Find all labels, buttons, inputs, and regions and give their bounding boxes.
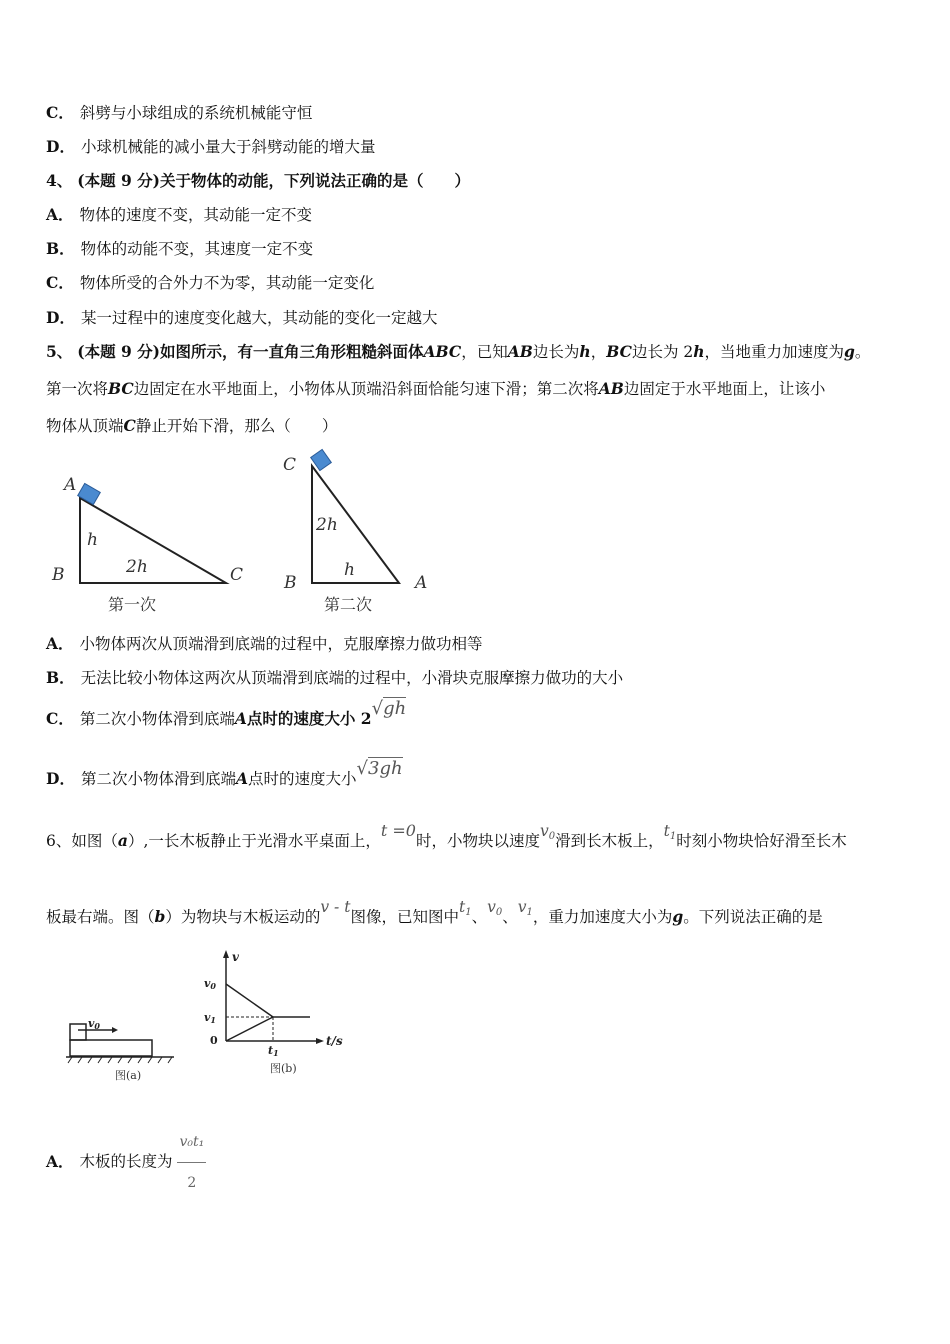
var-h: h xyxy=(693,342,705,361)
math-v: v xyxy=(517,898,527,916)
y-arrow xyxy=(223,950,229,958)
q5-option-b xyxy=(46,668,623,688)
label-v0 xyxy=(88,1017,100,1031)
stem-text: 时，小物块以速度 xyxy=(415,832,540,850)
separator: 、 xyxy=(502,908,518,926)
math-sub: 0 xyxy=(548,831,556,842)
separator: 、 xyxy=(471,908,488,926)
sqrt-radicand: 3gh xyxy=(368,758,403,779)
stem-text: 。下列说法正确的是 xyxy=(683,908,823,926)
var-abc: ABC xyxy=(423,342,462,361)
figure-caption: 第一次 xyxy=(108,595,157,614)
block-shape xyxy=(78,483,101,504)
option-text: 某一过程中的速度变化越大，其动能的变化一定越大 xyxy=(80,309,438,327)
question-number: 5、 xyxy=(46,342,73,361)
q4-option-d xyxy=(46,308,437,328)
stem-text: 边固定在水平地面上，小物体从顶端沿斜面恰能匀速下滑；第二次将 xyxy=(133,380,599,398)
stem-text: 。 xyxy=(854,343,871,361)
stem-text: 边长为 xyxy=(532,343,580,361)
var-g: g xyxy=(672,907,684,926)
var-g: g xyxy=(844,342,855,361)
math-v1 xyxy=(518,898,533,916)
stem-text: 板最右端。图（ xyxy=(46,908,155,926)
option-label: D． xyxy=(46,137,75,156)
label-v1 xyxy=(204,1011,216,1025)
label-2h: 2h xyxy=(126,557,148,577)
block-velocity-line xyxy=(226,984,273,1017)
stem-text: 如图（ xyxy=(71,832,118,850)
label-sub: 0 xyxy=(94,1021,100,1031)
table-hatching xyxy=(68,1057,172,1063)
q5-option-d xyxy=(46,758,403,793)
label-t: t xyxy=(268,1044,274,1057)
label-v: v xyxy=(88,1017,95,1030)
math-sub: 1 xyxy=(526,907,533,918)
board-shape xyxy=(70,1040,152,1056)
figure-caption: 第二次 xyxy=(324,595,373,614)
math-sub: 1 xyxy=(669,831,677,842)
question-4-stem xyxy=(46,171,470,191)
stem-text: 物体从顶端 xyxy=(46,417,124,435)
label-a: A xyxy=(415,573,428,593)
option-label: C． xyxy=(46,709,74,728)
option-text: 物体的动能不变，其速度一定不变 xyxy=(80,240,314,258)
vt-graph-figure-b xyxy=(200,946,360,1078)
stem-text: ，当地重力加速度为 xyxy=(704,343,845,361)
board-figure-a xyxy=(62,1012,180,1087)
var-h: h xyxy=(579,342,591,361)
sqrt-expression: √gh xyxy=(371,698,407,719)
label-a: A xyxy=(64,475,77,495)
option-c-prev xyxy=(46,103,312,123)
stem-text: 滑到长木板上， xyxy=(555,832,664,850)
question-5-stem-line2 xyxy=(46,379,825,399)
axis-label-t: t/s xyxy=(326,1034,343,1048)
question-number: 6、 xyxy=(46,832,72,850)
option-label: B． xyxy=(46,239,75,258)
var-bc: BC xyxy=(606,342,632,361)
option-d-prev xyxy=(46,137,375,157)
fraction xyxy=(177,1122,206,1203)
option-text: 小物体两次从顶端滑到底端的过程中，克服摩擦力做功相等 xyxy=(79,635,483,653)
math-sub: 1 xyxy=(465,907,472,918)
var-ab: AB xyxy=(507,342,533,361)
label-sub: 0 xyxy=(210,981,216,991)
var-bc: BC xyxy=(108,379,134,398)
stem-text: 时刻小物块恰好滑至长木 xyxy=(676,832,847,850)
q4-option-a xyxy=(46,205,312,225)
option-label: B． xyxy=(46,668,75,687)
question-6-stem-line1 xyxy=(46,821,847,862)
math-v0 xyxy=(540,822,555,840)
option-text: 无法比较小物体这两次从顶端滑到底端的过程中，小滑块克服摩擦力做功的大小 xyxy=(80,669,624,687)
fraction-denominator: 2 xyxy=(187,1175,197,1191)
math-v: v xyxy=(540,822,549,840)
figure-caption: 图(b) xyxy=(270,1062,297,1075)
var-a: A xyxy=(235,769,248,788)
label-2h: 2h xyxy=(316,515,338,535)
axis-label-v: v xyxy=(232,950,239,964)
stem-text: 边固定于水平地面上，让该小 xyxy=(623,380,826,398)
option-text: 点时的速度大小 2 xyxy=(246,709,372,728)
var-b: b xyxy=(154,907,166,926)
option-text: 斜劈与小球组成的系统机械能守恒 xyxy=(79,104,313,122)
math-t: t xyxy=(663,822,670,840)
label-sub: 1 xyxy=(273,1048,279,1058)
label-t1 xyxy=(268,1044,279,1058)
board-velocity-line xyxy=(226,1017,273,1041)
option-label: C． xyxy=(46,273,74,292)
stem-text: ，已知 xyxy=(461,343,508,361)
label-v0 xyxy=(204,977,216,991)
question-6-stem-line2 xyxy=(46,898,823,938)
question-number: 4、 xyxy=(46,171,73,190)
math-t: t xyxy=(458,898,466,916)
question-stem: (本题 9 分)关于物体的动能，下列说法正确的是（ ） xyxy=(77,171,470,190)
q5-option-a xyxy=(46,634,483,654)
q4-option-c xyxy=(46,273,374,293)
label-h: h xyxy=(344,560,355,580)
stem-text: ）,一长木板静止于光滑水平桌面上， xyxy=(127,832,381,850)
label-b: B xyxy=(284,573,297,593)
figure-caption: 图(a) xyxy=(115,1069,142,1082)
math-t0: t =0 xyxy=(380,821,416,840)
math-v0 xyxy=(487,898,502,916)
option-text: 物体的速度不变，其动能一定不变 xyxy=(79,206,313,224)
fraction-numerator: v₀t₁ xyxy=(177,1122,206,1163)
stem-text: 图像，已知图中 xyxy=(350,908,459,926)
option-text: 点时的速度大小 xyxy=(248,770,357,788)
option-label: A． xyxy=(46,1151,74,1171)
var-a: a xyxy=(117,831,128,850)
q5-option-c xyxy=(46,698,407,733)
x-arrow xyxy=(316,1038,324,1044)
triangle-figure-first xyxy=(44,470,254,618)
triangle-figure-second xyxy=(278,448,438,620)
option-text: 第二次小物体滑到底端 xyxy=(80,770,236,788)
label-v: v xyxy=(204,977,211,990)
label-zero: 0 xyxy=(210,1034,218,1047)
label-sub: 1 xyxy=(210,1015,216,1025)
stem-text: ， xyxy=(590,343,607,361)
stem-text: 第一次将 xyxy=(46,380,109,398)
stem-text: ）为物块与木板运动的 xyxy=(165,908,321,926)
block-shape xyxy=(70,1024,86,1040)
label-v: v xyxy=(204,1011,211,1024)
label-c: C xyxy=(283,455,297,475)
option-label: A． xyxy=(46,205,74,224)
math-v: v xyxy=(487,898,496,916)
option-label: C． xyxy=(46,103,74,122)
option-text: 木板的长度为 xyxy=(79,1152,173,1171)
stem-text: (本题 9 分)如图所示，有一直角三角形粗糙斜面体 xyxy=(77,342,424,361)
math-vt: v - t xyxy=(320,898,351,916)
sqrt-expression: √3gh xyxy=(356,758,403,779)
arrow-head xyxy=(112,1027,118,1033)
label-h: h xyxy=(87,530,98,550)
option-label: A． xyxy=(46,634,74,653)
q4-option-b xyxy=(46,239,313,259)
option-text: 物体所受的合外力不为零，其动能一定变化 xyxy=(79,274,375,292)
sqrt-radicand: gh xyxy=(383,698,407,719)
option-label: D． xyxy=(46,308,75,327)
var-c: C xyxy=(123,416,136,435)
math-t1 xyxy=(664,822,677,840)
math-sub: 0 xyxy=(495,907,503,918)
var-a: A xyxy=(234,709,247,728)
stem-text: ，重力加速度大小为 xyxy=(532,908,673,926)
option-text: 小球机械能的减小量大于斜劈动能的增大量 xyxy=(80,138,376,156)
question-5-stem-line1 xyxy=(46,342,870,362)
question-5-stem-line3 xyxy=(46,416,337,436)
stem-text: 静止开始下滑，那么（ ） xyxy=(135,417,338,435)
stem-text: 边长为 2 xyxy=(631,343,694,361)
math-t1 xyxy=(459,898,472,916)
label-c: C xyxy=(230,565,244,585)
label-b: B xyxy=(52,565,65,585)
var-ab: AB xyxy=(598,379,624,398)
triangle-shape xyxy=(80,498,226,583)
option-text: 第二次小物体滑到底端 xyxy=(79,710,235,728)
option-label: D． xyxy=(46,769,75,788)
q6-option-a xyxy=(46,1122,206,1203)
